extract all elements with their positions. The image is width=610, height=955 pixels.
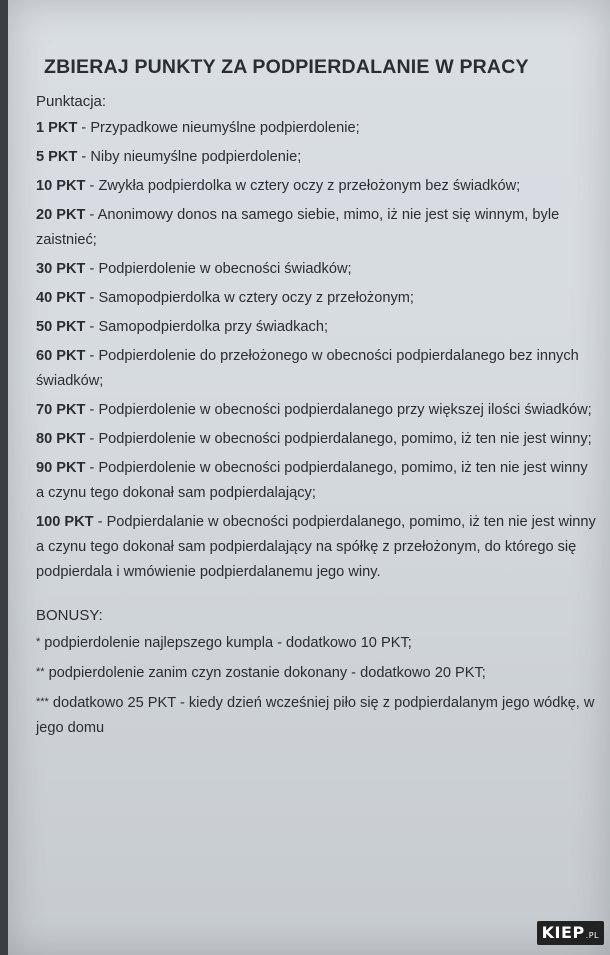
- rule-text: - Podpierdolenie w obecności podpierdalanego przy większej ilości świadków;: [85, 402, 592, 418]
- rule-text: - Samopodpierdolka przy świadkach;: [85, 319, 329, 335]
- paper-sheet: [8, 0, 610, 955]
- rule-item: [36, 344, 596, 394]
- rule-points: 70 PKT: [36, 402, 86, 418]
- rule-item: [36, 174, 596, 199]
- bonus-stars: *: [36, 636, 41, 648]
- bonus-text: dodatkowo 25 PKT - kiedy dzień wcześniej piło się z podpierdalanym jego wódkę, w jego domu: [36, 695, 595, 736]
- watermark-suffix: .PL: [585, 931, 599, 940]
- rule-text: - Podpierdolenie w obecności podpierdalanego, pomimo, iż ten nie jest winny a czynu tego dokonał sam podpierdalający;: [36, 460, 588, 501]
- rule-points: 100 PKT: [36, 514, 94, 530]
- rule-item: [36, 456, 596, 506]
- rule-item: [36, 427, 596, 452]
- rules-list: [36, 116, 596, 585]
- rule-points: 40 PKT: [36, 290, 86, 306]
- rule-item: [36, 315, 596, 340]
- rule-points: 30 PKT: [36, 261, 86, 277]
- document-title: ZBIERAJ PUNKTY ZA PODPIERDALANIE W PRACY: [44, 56, 529, 78]
- rule-text: - Podpierdolenie w obecności podpierdalanego, pomimo, iż ten nie jest winny;: [85, 431, 592, 447]
- rule-text: - Podpierdolenie do przełożonego w obecności podpierdalanego bez innych świadków;: [36, 348, 579, 389]
- rule-points: 5 PKT: [36, 149, 78, 165]
- rule-text: - Niby nieumyślne podpierdolenie;: [77, 149, 302, 165]
- rule-text: - Podpierdalanie w obecności podpierdalanego, pomimo, iż ten nie jest winny a czynu tego dokonał sam podpierdalający na spółkę z przełożonym, do którego się podpierdala i wmówienie podpierdalanemu jego winy.: [36, 514, 596, 580]
- watermark-logo: [537, 921, 604, 945]
- rule-points: 50 PKT: [36, 319, 86, 335]
- scoring-label: Punktacja:: [36, 93, 107, 110]
- rule-item: [36, 398, 596, 423]
- rule-item: [36, 145, 596, 170]
- rule-item: [36, 286, 596, 311]
- bonus-item: [36, 660, 596, 686]
- rule-text: - Samopodpierdolka w cztery oczy z przełożonym;: [85, 290, 414, 306]
- rule-points: 60 PKT: [36, 348, 86, 364]
- rule-text: - Podpierdolenie w obecności świadków;: [85, 261, 352, 277]
- rule-item: [36, 203, 596, 253]
- rule-item: [36, 116, 596, 141]
- rule-text: - Zwykła podpierdolka w cztery oczy z przełożonym bez świadków;: [85, 178, 521, 194]
- bonus-stars: **: [36, 666, 45, 678]
- bonus-item: [36, 690, 596, 741]
- rule-points: 1 PKT: [36, 120, 78, 136]
- document: [36, 50, 596, 745]
- rule-points: 20 PKT: [36, 207, 86, 223]
- rule-item: [36, 257, 596, 282]
- watermark-main: KIEP: [541, 923, 585, 942]
- bonus-text: podpierdolenie najlepszego kumpla - dodatkowo 10 PKT;: [44, 635, 412, 651]
- rule-text: - Przypadkowe nieumyślne podpierdolenie;: [77, 120, 360, 136]
- rule-item: [36, 510, 596, 585]
- bonus-list: [36, 630, 596, 741]
- rule-points: 80 PKT: [36, 431, 86, 447]
- rule-points: 10 PKT: [36, 178, 86, 194]
- bonus-item: [36, 630, 596, 656]
- bonus-text: podpierdolenie zanim czyn zostanie dokonany - dodatkowo 20 PKT;: [48, 665, 486, 681]
- bonus-heading: BONUSY:: [36, 607, 103, 624]
- bonus-stars: ***: [36, 696, 49, 708]
- rule-points: 90 PKT: [36, 460, 86, 476]
- rule-text: - Anonimowy donos na samego siebie, mimo, iż nie jest się winnym, byle zaistnieć;: [36, 207, 560, 248]
